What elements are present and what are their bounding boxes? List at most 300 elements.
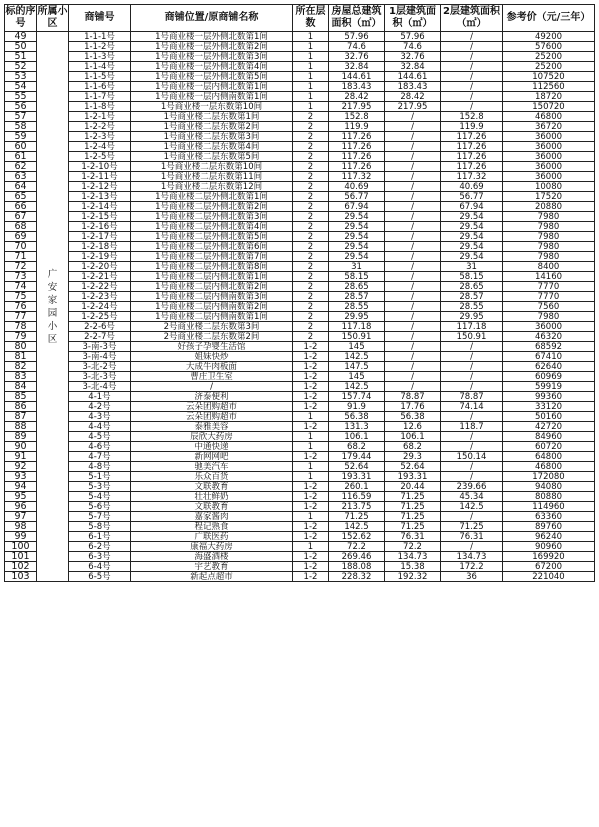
cell-floors: 2 <box>293 162 329 172</box>
table-row <box>5 512 595 522</box>
table-row <box>5 302 595 312</box>
cell-floors: 1-2 <box>293 362 329 372</box>
cell-total-area: 29.54 <box>329 222 385 232</box>
cell-f1-area: 57.96 <box>385 32 441 42</box>
cell-shop-no: 1-2-16号 <box>69 222 131 232</box>
cell-f2-area: / <box>441 472 503 482</box>
cell-location: 1号商业楼一层外侧北数第4间 <box>131 62 293 72</box>
cell-total-area: 116.59 <box>329 492 385 502</box>
cell-location: 曹庄卫生室 <box>131 372 293 382</box>
cell-total-area: 142.5 <box>329 352 385 362</box>
cell-price: 17520 <box>503 192 595 202</box>
cell-location: 1号商业楼一层外侧北数第3间 <box>131 52 293 62</box>
cell-f2-area: 56.77 <box>441 192 503 202</box>
cell-seq: 71 <box>5 252 37 262</box>
cell-location: 1号商业楼二层外侧北数第4间 <box>131 222 293 232</box>
cell-seq: 73 <box>5 272 37 282</box>
cell-shop-no: 1-2-10号 <box>69 162 131 172</box>
cell-floors: 2 <box>293 122 329 132</box>
cell-f1-area: / <box>385 112 441 122</box>
cell-f2-area: 45.34 <box>441 492 503 502</box>
cell-shop-no: 5-6号 <box>69 502 131 512</box>
table-row <box>5 522 595 532</box>
cell-f2-area: 150.91 <box>441 332 503 342</box>
cell-price: 64800 <box>503 452 595 462</box>
table-row <box>5 242 595 252</box>
cell-seq: 76 <box>5 302 37 312</box>
cell-total-area: 58.15 <box>329 272 385 282</box>
cell-total-area: 29.54 <box>329 232 385 242</box>
table-row <box>5 542 595 552</box>
cell-shop-no: 1-2-19号 <box>69 252 131 262</box>
cell-price: 172080 <box>503 472 595 482</box>
cell-price: 7770 <box>503 282 595 292</box>
cell-f1-area: / <box>385 132 441 142</box>
cell-shop-no: 1-2-2号 <box>69 122 131 132</box>
cell-f1-area: / <box>385 372 441 382</box>
cell-shop-no: 1-2-24号 <box>69 302 131 312</box>
cell-seq: 65 <box>5 192 37 202</box>
cell-floors: 2 <box>293 232 329 242</box>
cell-seq: 67 <box>5 212 37 222</box>
cell-price: 60969 <box>503 372 595 382</box>
cell-total-area: 117.26 <box>329 132 385 142</box>
cell-floors: 2 <box>293 312 329 322</box>
cell-total-area: 147.5 <box>329 362 385 372</box>
table-row <box>5 122 595 132</box>
cell-total-area: 28.42 <box>329 92 385 102</box>
cell-seq: 97 <box>5 512 37 522</box>
cell-shop-no: 1-2-5号 <box>69 152 131 162</box>
cell-total-area: 56.77 <box>329 192 385 202</box>
community-name: 广安家园小区 <box>47 268 58 345</box>
cell-seq: 69 <box>5 232 37 242</box>
table-row <box>5 452 595 462</box>
cell-f1-area: / <box>385 312 441 322</box>
cell-location: 1号商业楼二层东数第4间 <box>131 142 293 152</box>
cell-total-area: 56.38 <box>329 412 385 422</box>
table-row <box>5 102 595 112</box>
cell-total-area: 71.25 <box>329 512 385 522</box>
cell-f2-area: / <box>441 62 503 72</box>
table-row <box>5 482 595 492</box>
cell-f2-area: 119.9 <box>441 122 503 132</box>
cell-location: 好孩子孕婴生活馆 <box>131 342 293 352</box>
cell-seq: 101 <box>5 552 37 562</box>
cell-f1-area: / <box>385 152 441 162</box>
cell-seq: 81 <box>5 352 37 362</box>
cell-f1-area: / <box>385 242 441 252</box>
cell-seq: 86 <box>5 402 37 412</box>
cell-community <box>37 32 69 582</box>
cell-f2-area: 71.25 <box>441 522 503 532</box>
cell-price: 7980 <box>503 212 595 222</box>
table-row <box>5 62 595 72</box>
cell-price: 10080 <box>503 182 595 192</box>
table-row <box>5 532 595 542</box>
cell-floors: 1 <box>293 512 329 522</box>
cell-location: 1号商业楼二层东数第2间 <box>131 122 293 132</box>
cell-seq: 52 <box>5 62 37 72</box>
cell-location: 康福大药房 <box>131 542 293 552</box>
cell-floors: 1 <box>293 62 329 72</box>
cell-floors: 1 <box>293 92 329 102</box>
table-row <box>5 212 595 222</box>
cell-shop-no: 1-2-13号 <box>69 192 131 202</box>
shop-listing-table <box>4 4 595 582</box>
cell-price: 59919 <box>503 382 595 392</box>
cell-seq: 93 <box>5 472 37 482</box>
cell-total-area: 269.46 <box>329 552 385 562</box>
cell-total-area: 150.91 <box>329 332 385 342</box>
cell-shop-no: 1-2-18号 <box>69 242 131 252</box>
cell-floors: 1 <box>293 72 329 82</box>
cell-f1-area: 56.38 <box>385 412 441 422</box>
cell-floors: 1-2 <box>293 572 329 582</box>
cell-f2-area: / <box>441 462 503 472</box>
cell-f1-area: 71.25 <box>385 512 441 522</box>
table-row <box>5 32 595 42</box>
cell-location: 宇艺教育 <box>131 562 293 572</box>
cell-seq: 88 <box>5 422 37 432</box>
cell-shop-no: 1-2-20号 <box>69 262 131 272</box>
table-row <box>5 402 595 412</box>
cell-floors: 2 <box>293 302 329 312</box>
cell-shop-no: 4-2号 <box>69 402 131 412</box>
cell-price: 7980 <box>503 222 595 232</box>
cell-f2-area: / <box>441 352 503 362</box>
cell-f1-area: 52.64 <box>385 462 441 472</box>
cell-price: 90960 <box>503 542 595 552</box>
cell-location: 壮壮鲜奶 <box>131 492 293 502</box>
cell-total-area: 183.43 <box>329 82 385 92</box>
cell-price: 7980 <box>503 232 595 242</box>
cell-f1-area: 78.87 <box>385 392 441 402</box>
cell-f2-area: / <box>441 342 503 352</box>
table-row <box>5 412 595 422</box>
cell-shop-no: 1-1-2号 <box>69 42 131 52</box>
cell-f1-area: 12.6 <box>385 422 441 432</box>
cell-location: 大成牛肉板面 <box>131 362 293 372</box>
cell-f2-area: 40.69 <box>441 182 503 192</box>
cell-shop-no: 5-4号 <box>69 492 131 502</box>
cell-f1-area: 134.73 <box>385 552 441 562</box>
cell-price: 62640 <box>503 362 595 372</box>
cell-floors: 1 <box>293 542 329 552</box>
cell-shop-no: 6-5号 <box>69 572 131 582</box>
header-row <box>5 5 595 32</box>
cell-total-area: 32.76 <box>329 52 385 62</box>
header-f2-area: 2层建筑面积（㎡） <box>441 5 503 32</box>
cell-floors: 2 <box>293 212 329 222</box>
cell-price: 7560 <box>503 302 595 312</box>
cell-seq: 79 <box>5 332 37 342</box>
cell-price: 25200 <box>503 52 595 62</box>
cell-f2-area: / <box>441 82 503 92</box>
cell-price: 18720 <box>503 92 595 102</box>
cell-price: 36000 <box>503 152 595 162</box>
cell-total-area: 31 <box>329 262 385 272</box>
cell-f1-area: / <box>385 322 441 332</box>
cell-total-area: 217.95 <box>329 102 385 112</box>
table-row <box>5 472 595 482</box>
cell-floors: 1-2 <box>293 552 329 562</box>
cell-price: 57600 <box>503 42 595 52</box>
cell-f1-area: / <box>385 192 441 202</box>
cell-f2-area: 28.55 <box>441 302 503 312</box>
cell-floors: 2 <box>293 152 329 162</box>
cell-f2-area: 117.26 <box>441 152 503 162</box>
cell-shop-no: 1-1-1号 <box>69 32 131 42</box>
cell-location: 1号商业楼二层外侧北数第5间 <box>131 232 293 242</box>
cell-seq: 85 <box>5 392 37 402</box>
cell-shop-no: 4-6号 <box>69 442 131 452</box>
cell-price: 36000 <box>503 142 595 152</box>
cell-seq: 77 <box>5 312 37 322</box>
cell-shop-no: 1-1-5号 <box>69 72 131 82</box>
cell-floors: 2 <box>293 112 329 122</box>
cell-location: 1号商业楼二层内侧南数第2间 <box>131 302 293 312</box>
cell-f2-area: 152.8 <box>441 112 503 122</box>
cell-shop-no: 1-2-23号 <box>69 292 131 302</box>
cell-f2-area: 172.2 <box>441 562 503 572</box>
cell-seq: 55 <box>5 92 37 102</box>
cell-f2-area: / <box>441 372 503 382</box>
cell-location: 1号商业楼二层外侧北数第1间 <box>131 192 293 202</box>
cell-shop-no: 1-2-4号 <box>69 142 131 152</box>
cell-location: 海盛酒楼 <box>131 552 293 562</box>
cell-seq: 89 <box>5 432 37 442</box>
table-row <box>5 432 595 442</box>
table-row <box>5 552 595 562</box>
cell-price: 42720 <box>503 422 595 432</box>
cell-location: 2号商业楼二层东数第2间 <box>131 332 293 342</box>
cell-shop-no: 2-2-7号 <box>69 332 131 342</box>
cell-f1-area: / <box>385 272 441 282</box>
cell-shop-no: 3-北-3号 <box>69 372 131 382</box>
cell-total-area: 67.94 <box>329 202 385 212</box>
header-location: 商铺位置/原商铺名称 <box>131 5 293 32</box>
cell-total-area: 228.32 <box>329 572 385 582</box>
cell-location: 1号商业楼一层外侧北数第1间 <box>131 32 293 42</box>
cell-shop-no: 1-2-11号 <box>69 172 131 182</box>
cell-shop-no: 1-2-21号 <box>69 272 131 282</box>
cell-f1-area: 32.84 <box>385 62 441 72</box>
cell-total-area: 157.74 <box>329 392 385 402</box>
cell-total-area: 29.54 <box>329 252 385 262</box>
cell-floors: 1-2 <box>293 402 329 412</box>
cell-floors: 1 <box>293 102 329 112</box>
cell-f1-area: / <box>385 122 441 132</box>
cell-total-area: 144.61 <box>329 72 385 82</box>
cell-seq: 49 <box>5 32 37 42</box>
cell-total-area: 117.18 <box>329 322 385 332</box>
cell-location: 云朵团购超市 <box>131 412 293 422</box>
cell-f1-area: 192.32 <box>385 572 441 582</box>
cell-location: 1号商业楼二层外侧北数第8间 <box>131 262 293 272</box>
cell-price: 84960 <box>503 432 595 442</box>
cell-f2-area: / <box>441 52 503 62</box>
cell-f2-area: / <box>441 542 503 552</box>
cell-location: 1号商业楼一层外侧北数第5间 <box>131 72 293 82</box>
cell-seq: 53 <box>5 72 37 82</box>
cell-shop-no: 6-3号 <box>69 552 131 562</box>
cell-shop-no: 1-2-25号 <box>69 312 131 322</box>
cell-price: 49200 <box>503 32 595 42</box>
table-row <box>5 42 595 52</box>
cell-f2-area: 67.94 <box>441 202 503 212</box>
cell-price: 107520 <box>503 72 595 82</box>
cell-location: 1号商业楼一层外侧北数第2间 <box>131 42 293 52</box>
table-row <box>5 462 595 472</box>
header-community: 所属小区 <box>37 5 69 32</box>
cell-location: 云朵团购超市 <box>131 402 293 412</box>
cell-shop-no: 4-8号 <box>69 462 131 472</box>
table-row <box>5 502 595 512</box>
cell-total-area: 52.64 <box>329 462 385 472</box>
cell-shop-no: 1-2-1号 <box>69 112 131 122</box>
cell-seq: 96 <box>5 502 37 512</box>
cell-shop-no: 3-北-2号 <box>69 362 131 372</box>
cell-shop-no: 1-1-8号 <box>69 102 131 112</box>
cell-location: 1号商业楼二层外侧北数第7间 <box>131 252 293 262</box>
cell-price: 60720 <box>503 442 595 452</box>
table-row <box>5 392 595 402</box>
cell-location: 1号商业楼一层内侧北数第1间 <box>131 82 293 92</box>
cell-floors: 2 <box>293 192 329 202</box>
cell-price: 89760 <box>503 522 595 532</box>
cell-f2-area: 117.26 <box>441 162 503 172</box>
cell-location: 济泰便利 <box>131 392 293 402</box>
table-row <box>5 442 595 452</box>
cell-f1-area: / <box>385 292 441 302</box>
table-row <box>5 492 595 502</box>
cell-shop-no: 4-3号 <box>69 412 131 422</box>
cell-seq: 102 <box>5 562 37 572</box>
cell-shop-no: 5-7号 <box>69 512 131 522</box>
cell-floors: 2 <box>293 282 329 292</box>
cell-price: 7980 <box>503 242 595 252</box>
cell-location: 新起点超市 <box>131 572 293 582</box>
cell-price: 36000 <box>503 132 595 142</box>
cell-price: 112560 <box>503 82 595 92</box>
cell-price: 25200 <box>503 62 595 72</box>
cell-location: 1号商业楼二层外侧北数第2间 <box>131 202 293 212</box>
cell-seq: 61 <box>5 152 37 162</box>
cell-f1-area: / <box>385 352 441 362</box>
cell-f1-area: 28.42 <box>385 92 441 102</box>
cell-location: 驰美汽车 <box>131 462 293 472</box>
cell-floors: 2 <box>293 322 329 332</box>
table-body <box>5 32 595 582</box>
cell-floors: 1 <box>293 42 329 52</box>
cell-total-area: 32.84 <box>329 62 385 72</box>
table-row <box>5 282 595 292</box>
cell-f1-area: / <box>385 162 441 172</box>
cell-total-area: 179.44 <box>329 452 385 462</box>
cell-f1-area: 71.25 <box>385 492 441 502</box>
cell-seq: 62 <box>5 162 37 172</box>
cell-f2-area: 117.26 <box>441 132 503 142</box>
cell-total-area: 188.08 <box>329 562 385 572</box>
cell-seq: 91 <box>5 452 37 462</box>
table-row <box>5 342 595 352</box>
cell-seq: 51 <box>5 52 37 62</box>
table-row <box>5 182 595 192</box>
table-row <box>5 262 595 272</box>
cell-f2-area: 74.14 <box>441 402 503 412</box>
cell-floors: 2 <box>293 132 329 142</box>
cell-f2-area: 117.26 <box>441 142 503 152</box>
cell-shop-no: 1-2-12号 <box>69 182 131 192</box>
cell-f2-area: 29.95 <box>441 312 503 322</box>
cell-f1-area: / <box>385 382 441 392</box>
cell-f1-area: 17.76 <box>385 402 441 412</box>
cell-location: 2号商业楼二层东数第3间 <box>131 322 293 332</box>
cell-seq: 99 <box>5 532 37 542</box>
cell-total-area: 142.5 <box>329 382 385 392</box>
cell-f1-area: 144.61 <box>385 72 441 82</box>
cell-location: 辰欣大药房 <box>131 432 293 442</box>
cell-floors: 1-2 <box>293 352 329 362</box>
cell-total-area: 117.26 <box>329 152 385 162</box>
cell-f2-area: / <box>441 102 503 112</box>
cell-price: 96240 <box>503 532 595 542</box>
cell-shop-no: 4-7号 <box>69 452 131 462</box>
cell-shop-no: 6-4号 <box>69 562 131 572</box>
cell-total-area: 74.6 <box>329 42 385 52</box>
cell-price: 114960 <box>503 502 595 512</box>
cell-f2-area: 31 <box>441 262 503 272</box>
cell-price: 67200 <box>503 562 595 572</box>
cell-f2-area: 134.73 <box>441 552 503 562</box>
cell-shop-no: 1-2-17号 <box>69 232 131 242</box>
cell-seq: 58 <box>5 122 37 132</box>
cell-location: 1号商业楼二层内侧北数第1间 <box>131 272 293 282</box>
table-row <box>5 82 595 92</box>
cell-shop-no: 4-1号 <box>69 392 131 402</box>
table-row <box>5 252 595 262</box>
cell-floors: 1-2 <box>293 422 329 432</box>
table-row <box>5 72 595 82</box>
cell-floors: 1-2 <box>293 502 329 512</box>
table-row <box>5 92 595 102</box>
cell-f1-area: 74.6 <box>385 42 441 52</box>
cell-seq: 68 <box>5 222 37 232</box>
table-row <box>5 332 595 342</box>
table-row <box>5 142 595 152</box>
table-row <box>5 362 595 372</box>
cell-total-area: 142.5 <box>329 522 385 532</box>
cell-f1-area: 76.31 <box>385 532 441 542</box>
cell-total-area: 193.31 <box>329 472 385 482</box>
cell-total-area: 213.75 <box>329 502 385 512</box>
cell-location: 1号商业楼二层内侧南数第1间 <box>131 312 293 322</box>
cell-price: 14160 <box>503 272 595 282</box>
cell-f2-area: / <box>441 442 503 452</box>
cell-total-area: 91.9 <box>329 402 385 412</box>
cell-location: 1号商业楼二层外侧北数第3间 <box>131 212 293 222</box>
cell-f1-area: 32.76 <box>385 52 441 62</box>
table-row <box>5 172 595 182</box>
cell-floors: 1 <box>293 32 329 42</box>
table-row <box>5 52 595 62</box>
cell-f2-area: 142.5 <box>441 502 503 512</box>
table-row <box>5 222 595 232</box>
cell-seq: 56 <box>5 102 37 112</box>
cell-f2-area: 29.54 <box>441 242 503 252</box>
cell-floors: 2 <box>293 142 329 152</box>
